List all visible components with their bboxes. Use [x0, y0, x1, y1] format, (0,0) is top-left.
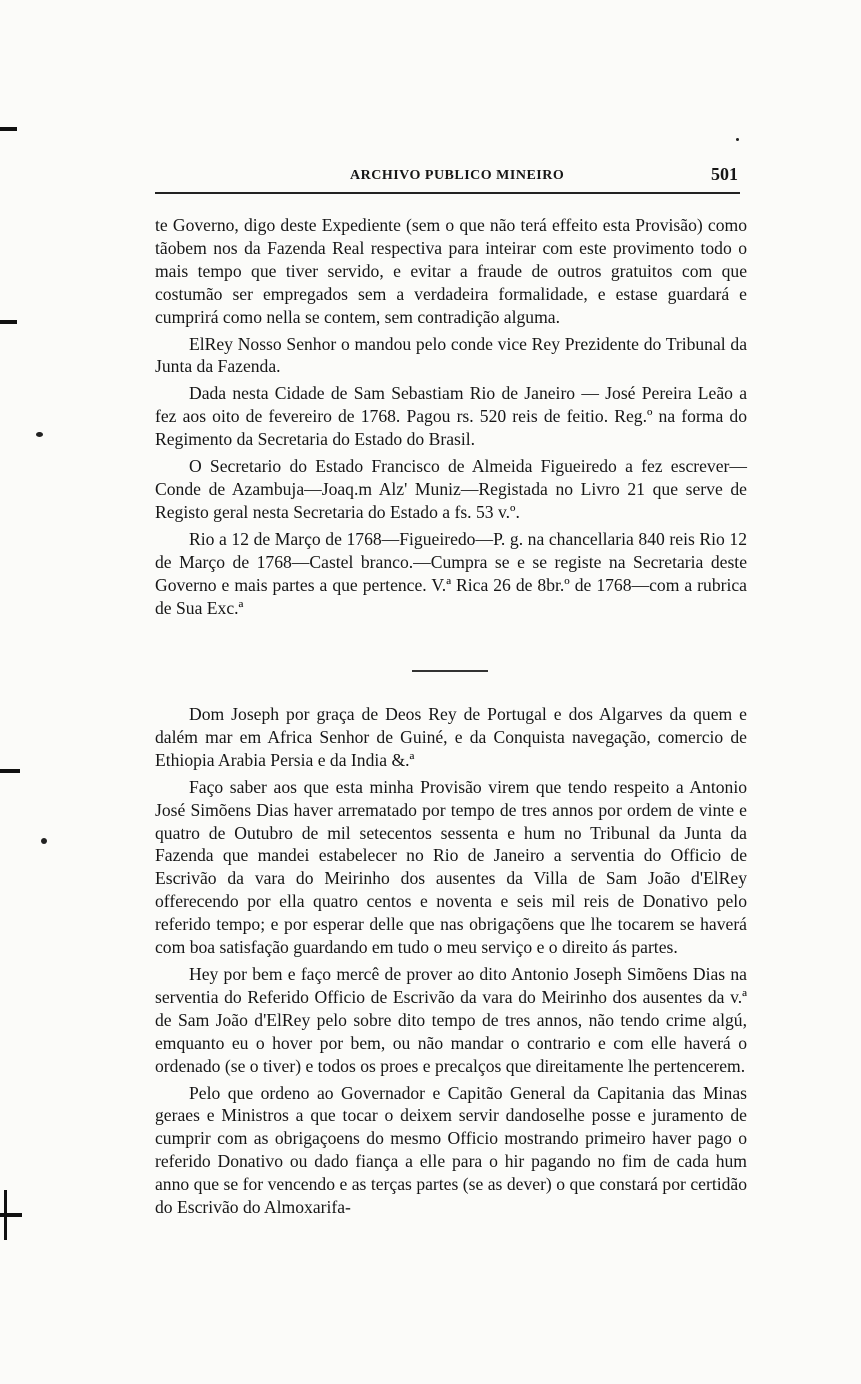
ink-speck — [736, 138, 739, 141]
paragraph: O Secretario do Estado Francisco de Almeida Figueiredo a fez escrever—Conde de Azambuja—Joaq.m Alz' Muniz—Registada no Livro 21 que serve de Registo geral nesta Secretaria do Estado a fs. 53 v.º. — [155, 456, 747, 522]
ink-speck — [41, 838, 47, 844]
paragraph: ElRey Nosso Senhor o mandou pelo conde vice Rey Prezidente do Tribunal da Junta da Fazenda. — [155, 333, 747, 377]
paragraph: Hey por bem e faço mercê de prover ao dito Antonio Joseph Simõens Dias na serventia do Referido Officio de Escrivão da vara do Meirinho dos ausentes da v.ª de Sam João d'ElRey pelo sobre dito tempo de tres annos, não tendo crime algú, emquanto eu o hover por bem, ou não mandar o contrario e com elle haverá o ordenado (se o tiver) e todos os proes e precalços que direitamente lhe pertencerem. — [155, 963, 747, 1076]
paragraph: Dada nesta Cidade de Sam Sebastiam Rio de Janeiro — José Pereira Leão a fez aos oito de fevereiro de 1768. Pagou rs. 520 reis de feitio. Reg.º na forma do Regimento da Secretaria do Estado do Brasil. — [155, 383, 747, 450]
paragraph: Dom Joseph por graça de Deos Rey de Portugal e dos Algarves da quem e dalém mar em Africa Senhor de Guiné, e da Conquista navegação, comercio de Ethiopia Arabia Persia e da India &.ª — [155, 704, 747, 770]
paragraph: Rio a 12 de Março de 1768—Figueiredo—P. g. na chancellaria 840 reis Rio 12 de Março de 1768—Castel branco.—Cumpra se e se registe na Secretaria deste Governo e mais partes a que pertence. V.ª Rica 26 de 8br.º de 1768—com a rubrica de Sua Exc.ª — [155, 528, 747, 618]
paragraph: Pelo que ordeno ao Governador e Capitão General da Capitania das Minas geraes e Ministros a que tocar o deixem servir dandoselhe posse e juramento de cumprir com as obrigaçoens do mesmo Officio mostrando primeiro haver pago o referido Donativo ou dado fiança a elle para o hir pagando no fim de cada hum anno que se for vencendo e as terças partes (se as dever) o que constará por certidão do Escrivão do Almoxarifa- — [155, 1082, 747, 1218]
margin-mark — [0, 769, 20, 773]
margin-mark — [0, 320, 17, 324]
provision-end-section — [155, 214, 747, 623]
header-title: ARCHIVO PUBLICO MINEIRO — [350, 168, 565, 183]
section-divider — [412, 670, 488, 672]
paragraph: te Governo, digo deste Expediente (sem o que não terá effeito esta Provisão) como tãobem nos da Fazenda Real respectiva para inteirar com este provimento todo o mais tempo que tiver servido, e evitar a fraude de outros gratuitos com que costumão ser empregados sem a verdadeira formalidade, e estase guardará e cumprirá como nella se contem, sem contradição alguma. — [155, 215, 747, 327]
margin-mark — [4, 1190, 7, 1240]
ink-speck — [36, 432, 43, 437]
running-header — [155, 160, 740, 194]
page-number: 501 — [711, 164, 738, 184]
paragraph: Faço saber aos que esta minha Provisão virem que tendo respeito a Antonio José Simõens Dias haver arrematado por tempo de tres annos por ordem de vinte e quatro de Outubro de mil setecentos sessenta e hum no Tribunal da Junta da Fazenda que mandei estabelecer no Rio de Janeiro a serventia do Officio de Escrivão da vara do Meirinho dos ausentes da Villa de Sam João d'ElRey offerecendo por ella quatro centos e noventa e seis mil reis de Donativo pelo referido tempo; e por esperar delle que nas obrigaçõens que lhe tocarem se haverá com boa satisfação guardando em tudo o meu serviço e o direito ás partes. — [155, 776, 747, 958]
royal-provision-section — [155, 703, 747, 1223]
margin-mark — [0, 127, 17, 131]
